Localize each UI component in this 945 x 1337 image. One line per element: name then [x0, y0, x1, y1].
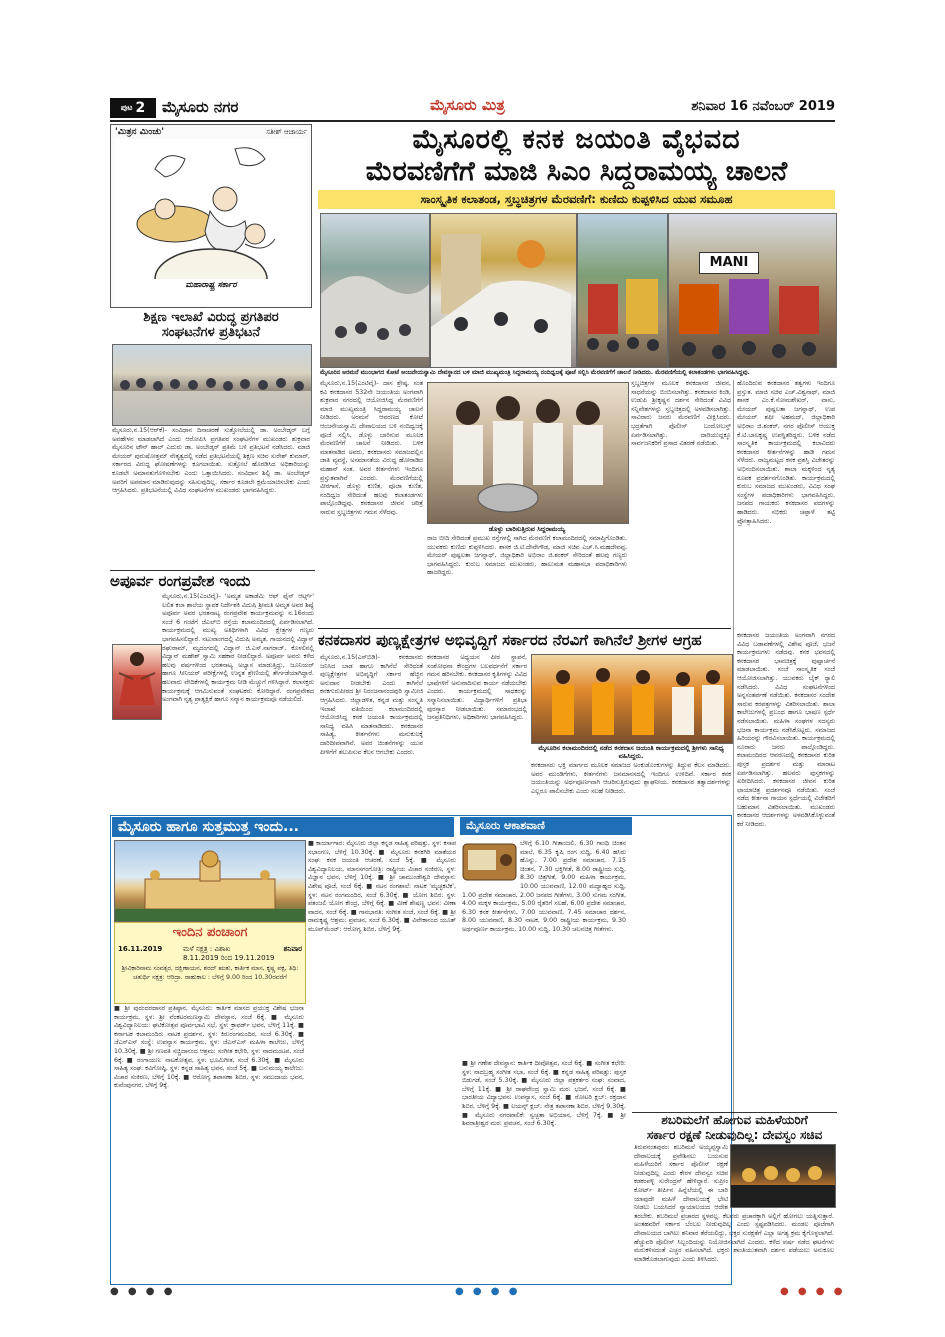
protest-body: ಮೈಸೂರು,ನ.15(ಆರ್‌ಕೆ)- ಸಂವಿಧಾನ ದಿನಾಚರಣೆ ಸುತ್ತೋಲೆಯಲ್ಲಿ ಡಾ. ಅಂಬೇಡ್ಕರ್ ಬಗ್ಗೆ ಅವಹೇಳನ ಮಾಡಲಾಗಿದೆ ಎಂದು ಆರೋಪಿಸಿ ಪ್ರಗತಿಪರ ಸಂಘಟನೆಗಳ ಮುಖಂಡರು ಶುಕ್ರವಾರ ಮೈಸೂರಿನ ಟೌನ್ ಹಾಲ್ ಎದುರು ಡಾ. ಅಂಬೇಡ್ಕರ್ ಪ್ರತಿಮೆ ಬಳಿ ಪ್ರತಿಭಟನೆ ನಡೆಸಿದರು. ಮಾಜಿ ಮೇಯರ್ ಪುರುಷೋತ್ತಮ್ ನೇತೃತ್ವದಲ್ಲಿ ನಡೆದ ಪ್ರತಿಭಟನೆಯಲ್ಲಿ ಶಿಕ್ಷಣ ಸಚಿವ ಸುರೇಶ್ ಕುಮಾರ್, ಸರ್ಕಾರದ ವಿರುದ್ಧ ಘೋಷಣೆಗಳನ್ನು ಕೂಗಲಾಯಿತು. ಸುತ್ತೋಲೆ ಹೊರಡಿಸಿದ ಅಧಿಕಾರಿಯನ್ನು ಕೂಡಲೇ ಅಮಾನತುಗೊಳಿಸಬೇಕು ಎಂದು ಒತ್ತಾಯಿಸಿದರು. ಸಂವಿಧಾನ ಶಿಲ್ಪಿ ಡಾ. ಅಂಬೇಡ್ಕರ್ ಅವರಿಗೆ ಅಪಮಾನ ಮಾಡಿರುವುದನ್ನು ಸಹಿಸುವುದಿಲ್ಲ. ಸರ್ಕಾರ ಕೂಡಲೇ ಕ್ಷಮೆಯಾಚಿಸಬೇಕು ಎಂದು ಆಗ್ರಹಿಸಿದರು. ಪ್ರತಿಭಟನೆಯಲ್ಲಿ ವಿವಿಧ ಸಂಘಟನೆಗಳ ಮುಖಂಡರು ಭಾಗವಹಿಸಿದ್ದರು.	[112, 427, 310, 495]
akashvani-text: ಬೆಳಿಗ್ಗೆ 6.10 ಗೀತಾಂಜಲಿ, 6.30 ಗಾಂಧಿ ಚಿಂತನ ಮಾಲೆ, 6.35 ಕೃಷಿ ರಂಗ ಸುದ್ದಿ, 6.40 ಹಸಿರು ಹೊನ್ನು, 7.00 ಪ್ರದೇಶ ಸಮಾಚಾರ, 7.15 ಚಿಂತನ, 7.30 ಭಕ್ತಿಗೀತೆ, 8.00 ರಾಷ್ಟ್ರೀಯ ಸುದ್ದಿ, 8.30 ಚಿತ್ರಗೀತೆ, 9.00 ಮಹಿಳಾ ಕಾರ್ಯಕ್ರಮ, 10.00 ಯುವವಾಣಿ, 12.00 ಮಧ್ಯಾಹ್ನದ ಸುದ್ದಿ, 1.00 ಪ್ರದೇಶ ಸಮಾಚಾರ, 2.00 ಜನಪದ ಗೀತೆಗಳು, 3.00 ಸುಗಮ ಸಂಗೀತ, 4.00 ಮಕ್ಕಳ ಕಾರ್ಯಕ್ರಮ, 5.00 ರೈತರಿಗೆ ಸಲಹೆ, 6.00 ಪ್ರದೇಶ ಸಮಾಚಾರ, 6.30 ಕನಕ ಕೀರ್ತನೆಗಳು, 7.00 ಯುವವಾಣಿ, 7.45 ಸಮಾಚಾರ ದರ್ಶನ, 8.00 ಯುವವಾಣಿ, 8.30 ನಾಟಕ, 9.00 ರಾಷ್ಟ್ರೀಯ ಕಾರ್ಯಕ್ರಮ, 9.30 ಅರ್ಥಪೂರ್ಣ ಕಾರ್ಯಕ್ರಮ, 10.00 ಸುದ್ದಿ, 10.30 ಚಲನಚಿತ್ರ ಗೀತೆಗಳು.	[462, 840, 626, 933]
section-title: ಮೈಸೂರು ನಗರ	[162, 98, 239, 116]
protest-headline	[110, 310, 312, 340]
dateline: ಶನಿವಾರ 16 ನವೆಂಬರ್ 2019	[691, 99, 835, 114]
kanaka-headline: ಕನಕದಾಸರ ಪುಣ್ಯಕ್ಷೇತ್ರಗಳ ಅಭಿವೃದ್ಧಿಗೆ ಸರ್ಕಾರದ ನೆರವಿಗೆ ಕಾಗಿನೆಲೆ ಶ್ರೀಗಳ ಆಗ್ರಹ	[318, 631, 702, 649]
events-right: ■ ಶ್ರೀ ಗಣೇಶ ದೇವಸ್ಥಾನ: ಕಾರ್ತಿಕ ದೀಪೋತ್ಸವ, ಸಂಜೆ 6ಕ್ಕೆ. ■ ಸಂಗೀತ ಕಛೇರಿ: ಸ್ಥಳ: ನಾದಬ್ರಹ್ಮ ಸಂಗೀತ ಸಭಾ, ಸಂಜೆ 6ಕ್ಕೆ. ■ ಕನ್ನಡ ಸಾಹಿತ್ಯ ಪರಿಷತ್ತು: ಪುಸ್ತಕ ಬಿಡುಗಡೆ, ಸಂಜೆ 5.30ಕ್ಕೆ. ■ ಮೈಸೂರು ಜಿಲ್ಲಾ ಪತ್ರಕರ್ತರ ಸಂಘ: ಸಂವಾದ, ಬೆಳಿಗ್ಗೆ 11ಕ್ಕೆ. ■ ಶ್ರೀ ರಾಘವೇಂದ್ರ ಸ್ವಾಮಿ ಮಠ: ಭಜನೆ, ಸಂಜೆ 6ಕ್ಕೆ. ■ ಭಾರತೀಯ ವಿದ್ಯಾಭವನ: ಉಪನ್ಯಾಸ, ಸಂಜೆ 6ಕ್ಕೆ. ■ ರೋಟರಿ ಕ್ಲಬ್: ರಕ್ತದಾನ ಶಿಬಿರ, ಬೆಳಿಗ್ಗೆ 9ಕ್ಕೆ. ■ ಲಯನ್ಸ್ ಕ್ಲಬ್: ನೇತ್ರ ತಪಾಸಣಾ ಶಿಬಿರ, ಬೆಳಿಗ್ಗೆ 9.30ಕ್ಕೆ. ■ ಮೈಸೂರು ನಗರಪಾಲಿಕೆ: ಸ್ವಚ್ಛತಾ ಅಭಿಯಾನ, ಬೆಳಿಗ್ಗೆ 7ಕ್ಕೆ. ■ ಶ್ರೀ ಶಿವರಾತ್ರೀಶ್ವರ ಮಠ: ಪ್ರವಚನ, ಸಂಜೆ 6.30ಕ್ಕೆ.	[462, 1060, 626, 1128]
protest-headline-line1: ಶಿಕ್ಷಣ ಇಲಾಖೆ ವಿರುದ್ಧ ಪ್ರಗತಿಪರ	[143, 310, 279, 325]
cartoon-title: 'ಮಿತ್ರನ ಮಿಂಚು'	[115, 127, 165, 137]
panchanga-title: ಇಂದಿನ ಪಂಚಾಂಗ	[172, 925, 248, 940]
sabarimala-body	[634, 1144, 834, 1282]
events-mid: ■ ಕಾರ್ಯಾಗಾರ: ಮೈಸೂರು ಜಿಲ್ಲಾ ಕನ್ನಡ ಸಾಹಿತ್ಯ ಪರಿಷತ್ತು, ಸ್ಥಳ: ಕಸಾಪ ಸಭಾಂಗಣ, ಬೆಳಿಗ್ಗೆ 10.30ಕ್ಕೆ. ■ ಮೈಸೂರು ಕನಕಗಿರಿ ಮಾತೆಯರ ಸಂಘ: ಕನಕ ಜಯಂತಿ ಆಚರಣೆ, ಸಂಜೆ 5ಕ್ಕೆ. ■ ಮೈಸೂರು ವಿಶ್ವವಿದ್ಯಾನಿಲಯ, ಮಾನಸಗಂಗೋತ್ರಿ: ರಾಷ್ಟ್ರೀಯ ವಿಚಾರ ಸಂಕಿರಣ, ಸ್ಥಳ: ವಿಜ್ಞಾನ ಭವನ, ಬೆಳಿಗ್ಗೆ 10ಕ್ಕೆ. ■ ಶ್ರೀ ಚಾಮುಂಡೇಶ್ವರಿ ದೇವಸ್ಥಾನ: ವಿಶೇಷ ಪೂಜೆ, ಸಂಜೆ 6ಕ್ಕೆ. ■ ನಟನ ರಂಗಶಾಲೆ: ನಾಟಕ 'ಮೃಚ್ಛಕಟಿಕ', ಸ್ಥಳ: ನಟನ ರಂಗಮಂದಿರ, ಸಂಜೆ 6.30ಕ್ಕೆ. ■ ಯೋಗ ಶಿಬಿರ: ಸ್ಥಳ: ಪತಂಜಲಿ ಯೋಗ ಕೇಂದ್ರ, ಬೆಳಿಗ್ಗೆ 6ಕ್ಕೆ. ■ ವೀಣೆ ಶೇಷಣ್ಣ ಭವನ: ವೀಣಾ ವಾದನ, ಸಂಜೆ 6ಕ್ಕೆ. ■ ಗಾನಭಾರತಿ: ಸಂಗೀತ ಸಂಜೆ, ಸಂಜೆ 6ಕ್ಕೆ. ■ ಶ್ರೀ ರಾಮಕೃಷ್ಣ ಆಶ್ರಮ: ಪ್ರವಚನ, ಸಂಜೆ 6.30ಕ್ಕೆ. ■ ವಿವೇಕಾನಂದ ಯೂತ್ ಮೂವ್‌ಮೆಂಟ್: ಆರೋಗ್ಯ ಶಿಬಿರ, ಬೆಳಿಗ್ಗೆ 9ಕ್ಕೆ.	[308, 840, 456, 933]
main-inset-photo	[427, 382, 629, 524]
rangapravesha-headline-rest: ರಂಗಪ್ರವೇಶ ಇಂದು	[158, 572, 251, 590]
panchanga-range: 8.11.2019 ರಿಂದ 19.11.2019	[183, 954, 275, 962]
main-headline	[318, 124, 835, 188]
akashvani-title: ಮೈಸೂರು ಆಕಾಶವಾಣಿ	[460, 817, 632, 835]
kanaka-photo-caption: ಮೈಸೂರಿನ ಕಲಾಮಂದಿರದಲ್ಲಿ ನಡೆದ ಕನಕದಾಸ ಜಯಂತಿ ಕಾರ್ಯಕ್ರಮದಲ್ಲಿ ಶ್ರೀಗಳು ಸಾನಿಧ್ಯ ವಹಿಸಿದ್ದರು.	[538, 744, 724, 760]
main-headline-line1: ಮೈಸೂರಲ್ಲಿ ಕನಕ ಜಯಂತಿ ವೈಭವದ	[412, 124, 741, 155]
footer-dots-left: ● ● ● ●	[110, 1286, 176, 1297]
kanaka-body-right: ಕನಕದಾಸರು ಭಕ್ತಿ ಮಾರ್ಗದ ಮೂಲಕ ಸಮಾಜದ ಅಂಕುಡೊಂಕುಗಳನ್ನು ತಿದ್ದುವ ಕೆಲಸ ಮಾಡಿದರು. ಅವರ ಮುಂಡಿಗೆಗಳು, ಕೀರ್ತನೆಗಳು ಜನಮಾನಸದಲ್ಲಿ ಇಂದಿಗೂ ಉಳಿದಿವೆ. ಸರ್ಕಾರ ಕನಕ ಜಯಂತಿಯನ್ನು ಅರ್ಥಪೂರ್ಣವಾಗಿ ಆಚರಿಸುತ್ತಿರುವುದು ಶ್ಲಾಘನೀಯ. ಕನಕದಾಸರ ತತ್ವಾದರ್ಶಗಳನ್ನು ಎಲ್ಲರೂ ಪಾಲಿಸಬೇಕು ಎಂದು ಸಲಹೆ ನೀಡಿದರು.	[531, 762, 731, 795]
panchanga-date: 16.11.2019	[118, 945, 163, 953]
right-column-body-2	[737, 632, 835, 1110]
kanaka-body-mid: ಕನಕದಾಸರ ಅಧ್ಯಯನ ಪೀಠ ಸ್ಥಾಪನೆ, ಸಂಶೋಧನಾ ಕೇಂದ್ರಗಳ ಬಲವರ್ಧನೆಗೆ ಸರ್ಕಾರ ಗಮನ ಹರಿಸಬೇಕು. ಕನಕದಾಸರ ಕೃತಿಗಳನ್ನು ವಿವಿಧ ಭಾಷೆಗಳಿಗೆ ಅನುವಾದಿಸುವ ಕಾರ್ಯ ನಡೆಯಬೇಕು ಎಂದರು. ಕಾರ್ಯಕ್ರಮದಲ್ಲಿ ಸಾಧಕರನ್ನು ಸನ್ಮಾನಿಸಲಾಯಿತು. ವಿದ್ಯಾರ್ಥಿಗಳಿಗೆ ಪ್ರತಿಭಾ ಪುರಸ್ಕಾರ ನೀಡಲಾಯಿತು. ಸಮಾರಂಭದಲ್ಲಿ ಜನಪ್ರತಿನಿಧಿಗಳು, ಅಧಿಕಾರಿಗಳು ಭಾಗವಹಿಸಿದ್ದರು.	[427, 654, 527, 722]
palace-drawing	[115, 841, 305, 921]
panchanga-box	[114, 922, 306, 1004]
footer-dots-mid: ● ● ● ●	[455, 1286, 521, 1297]
page-number-prefix: ಪುಟ	[120, 103, 133, 112]
cartoon-artist: ಸತೀಶ್ ಆಚಾರ್ಯ	[266, 128, 307, 136]
main-photo-caption: ಮೈಸೂರಿನ ಅರಮನೆ ಮುಂಭಾಗದ ಕೋಟೆ ಆಂಜನೇಯಸ್ವಾಮಿ ದೇವಸ್ಥಾನದ ಬಳಿ ಮಾಜಿ ಮುಖ್ಯಮಂತ್ರಿ ಸಿದ್ದರಾಮಯ್ಯ ನಂದಿಧ್ವಜಕ್ಕೆ ಪೂಜೆ ಸಲ್ಲಿಸಿ ಮೆರವಣಿಗೆಗೆ ಚಾಲನೆ ನೀಡಿದರು. ಮೆರವಣಿಗೆಯಲ್ಲಿ ಕಲಾತಂಡಗಳು ಭಾಗವಹಿಸಿದ್ದವು.	[320, 369, 750, 376]
main-photo-2-art	[431, 214, 576, 367]
sabarimala-headline	[632, 1112, 837, 1143]
main-subhead: ಸಾಂಸ್ಕೃತಿಕ ಕಲಾತಂಡ, ಸ್ತಬ್ಧಚಿತ್ರಗಳ ಮೆರವಣಿಗೆ: ಕುಣಿದು ಕುಪ್ಪಳಿಸಿದ ಯುವ ಸಮೂಹ	[318, 190, 835, 209]
sabarimala-headline-line1: ಶಬರಿಮಲೆಗೆ ಹೋಗುವ ಮಹಿಳೆಯರಿಗೆ	[661, 1113, 808, 1127]
main-body-left: ಮೈಸೂರು,ನ.15(ಎಂಟಿವೈ)- ದಾಸ ಶ್ರೇಷ್ಠ, ಸಂತ ಕವಿ ಕನಕದಾಸರ 532ನೇ ಜಯಂತಿಯ ಅಂಗವಾಗಿ ಶುಕ್ರವಾರ ನಗರದಲ್ಲಿ ಆಯೋಜಿಸಿದ್ದ ಮೆರವಣಿಗೆಗೆ ಮಾಜಿ ಮುಖ್ಯಮಂತ್ರಿ ಸಿದ್ದರಾಮಯ್ಯ ಚಾಲನೆ ನೀಡಿದರು. ಅರಮನೆ ಆವರಣದ ಕೋಟೆ ಆಂಜನೇಯಸ್ವಾಮಿ ದೇವಾಲಯದ ಬಳಿ ನಂದಿಧ್ವಜಕ್ಕೆ ಪೂಜೆ ಸಲ್ಲಿಸಿ, ಡೊಳ್ಳು ಬಾರಿಸುವ ಮೂಲಕ ಮೆರವಣಿಗೆಗೆ ಚಾಲನೆ ನೀಡಿದರು. ಬಳಿಕ ಮಾತನಾಡಿದ ಅವರು, ಕನಕದಾಸರು ಸಮಾಜದಲ್ಲಿನ ಜಾತಿ ವ್ಯವಸ್ಥೆ, ಅಸಮಾನತೆಯ ವಿರುದ್ಧ ಹೋರಾಡಿದ ಮಹಾನ್ ಸಂತ. ಅವರ ಕೀರ್ತನೆಗಳು ಇಂದಿಗೂ ಪ್ರಸ್ತುತವಾಗಿವೆ ಎಂದರು. ಮೆರವಣಿಗೆಯಲ್ಲಿ ವೀರಗಾಸೆ, ಡೊಳ್ಳು ಕುಣಿತ, ಪೂಜಾ ಕುಣಿತ, ನಂದಿಧ್ವಜ ಸೇರಿದಂತೆ ಹಲವು ಕಲಾತಂಡಗಳು ಪಾಲ್ಗೊಂಡಿದ್ದವು. ಕನಕದಾಸರ ಜೀವನ ಚರಿತ್ರೆ ಸಾರುವ ಸ್ತಬ್ಧಚಿತ್ರಗಳು ಗಮನ ಸೆಳೆದವು.	[320, 380, 423, 516]
main-headline-line2: ಮೆರವಣಿಗೆಗೆ ಮಾಜಿ ಸಿಎಂ ಸಿದ್ದರಾಮಯ್ಯ ಚಾಲನೆ	[365, 156, 788, 187]
column-rule	[733, 380, 734, 1120]
main-inset-caption: ಡೊಳ್ಳು ಬಾರಿಸುತ್ತಿರುವ ಸಿದ್ದರಾಮಯ್ಯ	[488, 525, 566, 533]
sabarimala-headline-line2: ಸರ್ಕಾರ ರಕ್ಷಣೆ ನೀಡುವುದಿಲ್ಲ: ದೇವಸ್ವಂ ಸಚಿವ	[646, 1128, 823, 1142]
main-body-right: ಸ್ತಬ್ಧಚಿತ್ರಗಳ ಮೂಲಕ ಕನಕದಾಸರ ಜೀವನ, ಸಾಧನೆಯನ್ನು ಬಿಂಬಿಸಲಾಗಿತ್ತು. ಕನಕದಾಸರ ಕಿಂಡಿ, ಉಡುಪಿ ಶ್ರೀಕೃಷ್ಣನ ದರ್ಶನ ಸೇರಿದಂತೆ ವಿವಿಧ ಸನ್ನಿವೇಶಗಳನ್ನು ಸ್ತಬ್ಧಚಿತ್ರದಲ್ಲಿ ಅಳವಡಿಸಲಾಗಿತ್ತು. ಸಾವಿರಾರು ಜನರು ಮೆರವಣಿಗೆ ವೀಕ್ಷಿಸಿದರು. ಭದ್ರತೆಗಾಗಿ ಪೊಲೀಸ್ ಬಂದೋಬಸ್ತ್ ಏರ್ಪಡಿಸಲಾಗಿತ್ತು. ದಾರಿಯುದ್ದಕ್ಕೂ ಸಾರ್ವಜನಿಕರಿಗೆ ಪ್ರಸಾದ ವಿತರಣೆ ನಡೆಯಿತು.	[631, 380, 731, 448]
main-photo-2	[430, 213, 577, 368]
panchanga-nakshatra: ಮಳೆ ನಕ್ಷತ್ರ : ವಿಶಾಖ	[183, 945, 231, 953]
right-column-text-3: ಕಲಾಮಂದಿರದ ಆವರಣದಲ್ಲಿ ಕನಕದಾಸರ ಕುರಿತ ಪುಸ್ತಕ ಪ್ರದರ್ಶನ ಮತ್ತು ಮಾರಾಟ ಏರ್ಪಡಿಸಲಾಗಿತ್ತು. ಹಲವರು ಪುಸ್ತಕಗಳನ್ನು ಖರೀದಿಸಿದರು. ಕನಕದಾಸರ ಜೀವನ ಕುರಿತ ಛಾಯಾಚಿತ್ರ ಪ್ರದರ್ಶನವೂ ನಡೆಯಿತು. ಸಂಜೆ ನಡೆದ ಕೀರ್ತನಾ ಗಾಯನ ಸ್ಪರ್ಧೆಯಲ್ಲಿ ವಿಜೇತರಿಗೆ ಬಹುಮಾನ ವಿತರಿಸಲಾಯಿತು. ಮುಖಂಡರು ಕನಕದಾಸರ ಆದರ್ಶಗಳನ್ನು ಅಳವಡಿಸಿಕೊಳ್ಳುವಂತೆ ಕರೆ ನೀಡಿದರು.	[737, 752, 835, 829]
sabarimala-text: ತಿರುವನಂತಪುರಂ: ಶಬರಿಮಲೆ ಅಯ್ಯಪ್ಪಸ್ವಾಮಿ ದೇವಾಲಯಕ್ಕೆ ಪ್ರವೇಶಿಸಲು ಬಯಸುವ ಮಹಿಳೆಯರಿಗೆ ಸರ್ಕಾರ ಪೊಲೀಸ್ ರಕ್ಷಣೆ ನೀಡುವುದಿಲ್ಲ ಎಂದು ಕೇರಳ ದೇವಸ್ವಂ ಸಚಿವ ಕಡಕಂಪಳ್ಳಿ ಸುರೇಂದ್ರನ್ ಹೇಳಿದ್ದಾರೆ. ಸುಪ್ರೀಂ ಕೋರ್ಟ್ ತೀರ್ಪಿನ ಹಿನ್ನೆಲೆಯಲ್ಲಿ ಈ ಬಾರಿ ಯಾವುದೇ ಮಹಿಳೆ ದೇವಾಲಯಕ್ಕೆ ಭೇಟಿ ನೀಡಲು ಬಯಸಿದರೆ ನ್ಯಾಯಾಲಯದ ಆದೇಶ ತರಬೇಕು. ಶಬರಿಮಲೆ ಪ್ರಚಾರದ ಸ್ಥಳವಲ್ಲ. ಕೆಲವರು ಪ್ರಚಾರಕ್ಕಾಗಿ ಅಲ್ಲಿಗೆ ಹೋಗಲು ಯತ್ನಿಸುತ್ತಾರೆ. ಅಂತಹವರಿಗೆ ಸರ್ಕಾರ ಬೆಂಬಲ ನೀಡುವುದಿಲ್ಲ ಎಂದು ಸ್ಪಷ್ಟಪಡಿಸಿದರು. ಮಂಡಲ ಪೂಜೆಗಾಗಿ ದೇವಾಲಯದ ಬಾಗಿಲು ಶನಿವಾರ ತೆರೆಯಲಿದ್ದು, ಭಕ್ತರ ಸುರಕ್ಷತೆಗೆ ಎಲ್ಲಾ ಅಗತ್ಯ ಕ್ರಮ ಕೈಗೊಳ್ಳಲಾಗಿದೆ. ಹೆಚ್ಚುವರಿ ಪೊಲೀಸ್ ಸಿಬ್ಬಂದಿಯನ್ನು ನಿಯೋಜಿಸಲಾಗಿದೆ ಎಂದರು. ಕಳೆದ ವರ್ಷ ನಡೆದ ಘಟನೆಗಳು ಮರುಕಳಿಸದಂತೆ ಎಚ್ಚರ ವಹಿಸಲಾಗಿದೆ. ಭಕ್ತರು ಶಾಂತಿಯುತವಾಗಿ ದರ್ಶನ ಪಡೆಯಲು ಅನುಕೂಲ ಮಾಡಿಕೊಡಲಾಗುವುದು ಎಂದು ತಿಳಿಸಿದರು.	[634, 1144, 834, 1263]
page-number: 2	[135, 100, 146, 116]
right-column-text-2: ಕನಕದಾಸರ ಜಯಂತಿಯ ಅಂಗವಾಗಿ ನಗರದ ವಿವಿಧ ಬಡಾವಣೆಗಳಲ್ಲಿ ವಿಶೇಷ ಪೂಜೆ, ಭಜನೆ ಕಾರ್ಯಕ್ರಮಗಳು ನಡೆದವು. ಕನಕ ಭವನದಲ್ಲಿ ಕನಕದಾಸರ ಭಾವಚಿತ್ರಕ್ಕೆ ಪುಷ್ಪಾರ್ಚನೆ ಮಾಡಲಾಯಿತು. ಸಂಜೆ ಸಾಂಸ್ಕೃತಿಕ ಸಂಜೆ ಆಯೋಜಿಸಲಾಗಿತ್ತು. ಯುವಕರು ಬೈಕ್ ರ‍್ಯಾಲಿ ನಡೆಸಿದರು. ವಿವಿಧ ಸಂಘಟನೆಗಳಿಂದ ಅನ್ನಸಂತರ್ಪಣೆ ನಡೆಯಿತು. ಕನಕದಾಸರ ಸಂದೇಶ ಸಾರುವ ಕರಪತ್ರಗಳನ್ನು ವಿತರಿಸಲಾಯಿತು. ಶಾಲಾ ಕಾಲೇಜುಗಳಲ್ಲಿ ಪ್ರಬಂಧ ಹಾಗೂ ಭಾಷಣ ಸ್ಪರ್ಧೆ ನಡೆಸಲಾಯಿತು. ಮಹಿಳಾ ಸಂಘಗಳ ಸದಸ್ಯರು ಭಜನಾ ಕಾರ್ಯಕ್ರಮ ನಡೆಸಿಕೊಟ್ಟರು. ಸಮಾಜದ ಹಿರಿಯರನ್ನು ಗೌರವಿಸಲಾಯಿತು. ಕಾರ್ಯಕ್ರಮದಲ್ಲಿ ನೂರಾರು ಜನರು ಪಾಲ್ಗೊಂಡಿದ್ದರು.	[737, 632, 835, 751]
panchanga-day: ಶನಿವಾರ	[283, 945, 302, 953]
footer-dots-right: ● ● ● ●	[780, 1286, 846, 1297]
main-photo-4	[668, 213, 837, 368]
protest-headline-line2: ಸಂಘಟನೆಗಳ ಪ್ರತಿಭಟನೆ	[161, 325, 261, 340]
palace-photo	[114, 840, 306, 922]
kanaka-photo	[531, 654, 733, 744]
akashvani-body	[462, 840, 626, 1058]
cartoon-banner: ಮಹಾರಾಷ್ಟ್ರ ಸರ್ಕಾರ	[185, 280, 237, 289]
kanaka-body-left: ಮೈಸೂರು,ನ.15(ಎಸ್‌ಬಿಡಿ)- ಕನಕದಾಸರು ಜನಿಸಿದ ಬಾಡ ಹಾಗೂ ಕಾಗಿನೆಲೆ ಸೇರಿದಂತೆ ಪುಣ್ಯಕ್ಷೇತ್ರಗಳ ಅಭಿವೃದ್ಧಿಗೆ ಸರ್ಕಾರ ಹೆಚ್ಚಿನ ಅನುದಾನ ನೀಡಬೇಕು ಎಂದು ಕಾಗಿನೆಲೆ ಕನಕಗುರುಪೀಠದ ಶ್ರೀ ನಿರಂಜನಾನಂದಪುರಿ ಸ್ವಾಮೀಜಿ ಆಗ್ರಹಿಸಿದರು. ಜಿಲ್ಲಾಡಳಿತ, ಕನ್ನಡ ಮತ್ತು ಸಂಸ್ಕೃತಿ ಇಲಾಖೆ ವತಿಯಿಂದ ಕಲಾಮಂದಿರದಲ್ಲಿ ಆಯೋಜಿಸಿದ್ದ ಕನಕ ಜಯಂತಿ ಕಾರ್ಯಕ್ರಮದಲ್ಲಿ ಸಾನಿಧ್ಯ ವಹಿಸಿ ಮಾತನಾಡಿದರು. ಕನಕದಾಸರ ಸಾಹಿತ್ಯ, ಕೀರ್ತನೆಗಳು ಮನುಕುಲಕ್ಕೆ ದಾರಿದೀಪವಾಗಿವೆ. ಅವರ ಚಿಂತನೆಗಳನ್ನು ಯುವ ಪೀಳಿಗೆಗೆ ತಲುಪಿಸುವ ಕೆಲಸ ಆಗಬೇಕು ಎಂದರು.	[320, 654, 423, 756]
main-photo-4-art	[669, 274, 836, 367]
main-photo-3	[577, 213, 668, 368]
panchanga-body: ಶ್ರೀವಿಕಾರಿನಾಮ ಸಂವತ್ಸರ, ದಕ್ಷಿಣಾಯನ, ಶರದ್ ಋತು, ಕಾರ್ತಿಕ ಮಾಸ, ಕೃಷ್ಣ ಪಕ್ಷ, ತಿಥಿ: ಚತುರ್ಥಿ ನಕ್ಷತ್ರ: ಆರಿದ್ರಾ. ರಾಹುಕಾಲ : ಬೆಳಿಗ್ಗೆ 9.00 ರಿಂದ 10.30ರವರೆಗೆ	[121, 965, 299, 981]
masthead: ಮೈಸೂರು ಮಿತ್ರ	[430, 96, 505, 114]
kanaka-photo-art	[532, 655, 732, 743]
mani-sign: MANI	[699, 252, 759, 274]
rangapravesha-headline-bold: ಅಪೂರ್ವ	[110, 572, 154, 590]
main-body-mid: ರಾಜ ಬೀದಿ ಸೇರಿದಂತೆ ಪ್ರಮುಖ ರಸ್ತೆಗಳಲ್ಲಿ ಸಾಗಿದ ಮೆರವಣಿಗೆ ಕಲಾಮಂದಿರದಲ್ಲಿ ಸಮಾಪ್ತಿಗೊಂಡಿತು. ಯುವಕರು ಕುಣಿದು ಕುಪ್ಪಳಿಸಿದರು. ಶಾಸಕ ಜಿ.ಟಿ.ದೇವೇಗೌಡ, ಮಾಜಿ ಸಚಿವ ಎಚ್.ಸಿ.ಮಹದೇವಪ್ಪ, ಮೇಯರ್ ಪುಷ್ಪಲತಾ ಜಗನ್ನಾಥ್, ಜಿಲ್ಲಾಧಿಕಾರಿ ಅಭಿರಾಂ ಜಿ.ಶಂಕರ್ ಸೇರಿದಂತೆ ಹಲವು ಗಣ್ಯರು ಭಾಗವಹಿಸಿದ್ದರು. ಕುರುಬ ಸಮಾಜದ ಮುಖಂಡರು, ಹಾಲುಮತ ಮಹಾಸಭಾ ಪದಾಧಿಕಾರಿಗಳು ಹಾಜರಿದ್ದರು.	[427, 535, 627, 577]
page-header	[110, 96, 835, 122]
protest-photo-crowd	[113, 345, 311, 425]
right-column-body: ಹೊಂದಿರುವ ಕನಕದಾಸರ ತತ್ವಗಳು ಇಂದಿಗೂ ಪ್ರಸ್ತುತ. ಮಾಜಿ ಸಚಿವ ಎಚ್.ವಿಶ್ವನಾಥ್, ಮಾಜಿ ಶಾಸಕ ಎಂ.ಕೆ.ಸೋಮಶೇಖರ್, ವಾಸು, ಮೇಯರ್ ಪುಷ್ಪಲತಾ ಜಗನ್ನಾಥ್, ಉಪ ಮೇಯರ್ ಶಫೀ ಅಹಮದ್, ಜಿಲ್ಲಾಧಿಕಾರಿ ಅಭಿರಾಂ ಜಿ.ಶಂಕರ್, ನಗರ ಪೊಲೀಸ್ ಆಯುಕ್ತ ಕೆ.ಟಿ.ಬಾಲಕೃಷ್ಣ ಉಪಸ್ಥಿತರಿದ್ದರು. ಬಳಿಕ ನಡೆದ ಸಾಂಸ್ಕೃತಿಕ ಕಾರ್ಯಕ್ರಮದಲ್ಲಿ ಕಲಾವಿದರು ಕನಕದಾಸರ ಕೀರ್ತನೆಗಳನ್ನು ಹಾಡಿ ಗಮನ ಸೆಳೆದರು. ರಾಜ್ಯಮಟ್ಟದ ಕನಕ ಪ್ರಶಸ್ತಿ ವಿಜೇತರನ್ನು ಅಭಿನಂದಿಸಲಾಯಿತು. ಶಾಲಾ ಮಕ್ಕಳಿಂದ ನೃತ್ಯ ರೂಪಕ ಪ್ರದರ್ಶನಗೊಂಡಿತು. ಕಾರ್ಯಕ್ರಮದಲ್ಲಿ ಕುರುಬ ಸಮಾಜದ ಮುಖಂಡರು, ವಿವಿಧ ಸಂಘ ಸಂಸ್ಥೆಗಳ ಪದಾಧಿಕಾರಿಗಳು ಭಾಗವಹಿಸಿದ್ದರು. ಜನಪದ ಗಾಯಕರು ಕನಕದಾಸರ ಪದಗಳನ್ನು ಹಾಡಿದರು. ಸಭಿಕರು ಚಪ್ಪಾಳೆ ತಟ್ಟಿ ಪ್ರೋತ್ಸಾಹಿಸಿದರು.	[737, 380, 835, 525]
page-number-badge	[110, 98, 156, 118]
cartoon-box	[110, 124, 312, 308]
main-inset-photo-art	[428, 383, 628, 523]
protest-photo	[112, 344, 312, 426]
rangapravesha-body	[112, 593, 314, 813]
today-box-title: ಮೈಸೂರು ಹಾಗೂ ಸುತ್ತಮುತ್ತ ಇಂದು...	[112, 817, 454, 837]
rangapravesha-text: ಮೈಸೂರು,ನ.15(ಎಂಟಿವೈ)- 'ಅಮೃತ ಅಕಾಡೆಮಿ ಆಫ್ ಫೈನ್ ಆರ್ಟ್ಸ್' ಲಲಿತ ಕಲಾ ಶಾಲೆಯ ಸ್ಥಾಪಕ ನಿರ್ದೇಶಕಿ ವಿದುಷಿ ಶ್ರೀಮತಿ ಅಮೃತ ಅವರ ಶಿಷ್ಯೆ ಅಪೂರ್ವ ಅವರ ಭರತನಾಟ್ಯ ರಂಗಪ್ರವೇಶ ಕಾರ್ಯಕ್ರಮವನ್ನು ನ.16ರಂದು ಸಂಜೆ 6 ಗಂಟೆಗೆ ಜೆಎಲ್‌ಬಿ ರಸ್ತೆಯ ಕಲಾಮಂದಿರದಲ್ಲಿ ಏರ್ಪಡಿಸಲಾಗಿದೆ. ಕಾರ್ಯಕ್ರಮದಲ್ಲಿ ಮುಖ್ಯ ಅತಿಥಿಗಳಾಗಿ ವಿವಿಧ ಕ್ಷೇತ್ರಗಳ ಗಣ್ಯರು ಭಾಗವಹಿಸಲಿದ್ದಾರೆ. ನಟುವಾಂಗದಲ್ಲಿ ವಿದುಷಿ ಅಮೃತ, ಗಾಯನದಲ್ಲಿ ವಿದ್ವಾನ್ ರಘುರಾಮ್, ಮೃದಂಗದಲ್ಲಿ ವಿದ್ವಾನ್ ಜಿ.ಎಸ್.ನಾಗರಾಜ್, ಕೊಳಲಿನಲ್ಲಿ ವಿದ್ವಾನ್ ಮಹೇಶ್ ಸ್ವಾಮಿ ಸಹಕಾರ ನೀಡಲಿದ್ದಾರೆ. ಅಪೂರ್ವ ಅವರು ಕಳೆದ ಹಲವು ವರ್ಷಗಳಿಂದ ಭರತನಾಟ್ಯ ಅಭ್ಯಾಸ ಮಾಡುತ್ತಿದ್ದು, ಜೂನಿಯರ್ ಹಾಗೂ ಸೀನಿಯರ್ ಪರೀಕ್ಷೆಗಳಲ್ಲಿ ಉನ್ನತ ಶ್ರೇಣಿಯಲ್ಲಿ ತೇರ್ಗಡೆಯಾಗಿದ್ದಾರೆ. ಹಲವಾರು ವೇದಿಕೆಗಳಲ್ಲಿ ಕಾರ್ಯಕ್ರಮ ನೀಡಿ ಮೆಚ್ಚುಗೆ ಗಳಿಸಿದ್ದಾರೆ. ಕಲಾಸಕ್ತರು ಕಾರ್ಯಕ್ರಮಕ್ಕೆ ಆಗಮಿಸುವಂತೆ ಸಂಘಟಕರು ಕೋರಿದ್ದಾರೆ. ರಂಗಪ್ರವೇಶದ ಅಂಗವಾಗಿ ನೃತ್ಯ ಪ್ರಾತ್ಯಕ್ಷಿಕೆ ಹಾಗೂ ಸನ್ಮಾನ ಕಾರ್ಯಕ್ರಮವೂ ನಡೆಯಲಿದೆ.	[162, 593, 314, 704]
rangapravesha-headline	[110, 570, 315, 591]
main-photo-3-art	[578, 214, 667, 367]
main-photo-1	[320, 213, 430, 368]
kanaka-top-rule	[318, 628, 731, 629]
events-left: ■ ಶ್ರೀ ಪುರಂದರದಾಸರ ಪ್ರತಿಷ್ಠಾನ, ಮೈಸೂರು: ಕಾರ್ತಿಕ ಮಾಸದ ಪ್ರಯುಕ್ತ ವಿಶೇಷ ಭಜನಾ ಕಾರ್ಯಕ್ರಮ, ಸ್ಥಳ: ಶ್ರೀ ವೆಂಕಟರಮಣಸ್ವಾಮಿ ದೇವಸ್ಥಾನ, ಸಂಜೆ 6ಕ್ಕೆ. ■ ಮೈಸೂರು ವಿಶ್ವವಿದ್ಯಾನಿಲಯ: ಘಟಿಕೋತ್ಸವ ಪೂರ್ವಭಾವಿ ಸಭೆ, ಸ್ಥಳ: ಕ್ರಾಫರ್ಡ್ ಭವನ, ಬೆಳಿಗ್ಗೆ 11ಕ್ಕೆ. ■ ಕರ್ನಾಟಕ ಕಲಾಮಂದಿರ: ನಾಟಕ ಪ್ರದರ್ಶನ, ಸ್ಥಳ: ಕಿರುರಂಗಮಂದಿರ, ಸಂಜೆ 6.30ಕ್ಕೆ. ■ ಜೆಎಸ್ಎಸ್ ಸಂಸ್ಥೆ: ಉಪನ್ಯಾಸ ಕಾರ್ಯಕ್ರಮ, ಸ್ಥಳ: ಜೆಎಸ್ಎಸ್ ಮಹಿಳಾ ಕಾಲೇಜು, ಬೆಳಿಗ್ಗೆ 10.30ಕ್ಕೆ. ■ ಶ್ರೀ ಗಣಪತಿ ಸಚ್ಚಿದಾನಂದ ಆಶ್ರಮ: ಸಂಗೀತ ಕಛೇರಿ, ಸ್ಥಳ: ನಾದಮಂಟಪ, ಸಂಜೆ 6ಕ್ಕೆ. ■ ರಂಗಾಯಣ: ನಾಟಕೋತ್ಸವ, ಸ್ಥಳ: ಭೂಮಿಗೀತ, ಸಂಜೆ 6.30ಕ್ಕೆ. ■ ಮೈಸೂರು ಸಾಹಿತ್ಯ ಸಂಘ: ಕವಿಗೋಷ್ಠಿ, ಸ್ಥಳ: ಕನ್ನಡ ಸಾಹಿತ್ಯ ಭವನ, ಸಂಜೆ 5ಕ್ಕೆ. ■ ಬನುಮಯ್ಯ ಕಾಲೇಜು: ವಿಚಾರ ಸಂಕಿರಣ, ಬೆಳಿಗ್ಗೆ 10ಕ್ಕೆ. ■ ಆರೋಗ್ಯ ತಪಾಸಣಾ ಶಿಬಿರ, ಸ್ಥಳ: ಸಮುದಾಯ ಭವನ, ಕುವೆಂಪುನಗರ, ಬೆಳಿಗ್ಗೆ 9ಕ್ಕೆ.	[114, 1005, 304, 1090]
main-photo-1-art	[321, 214, 429, 367]
